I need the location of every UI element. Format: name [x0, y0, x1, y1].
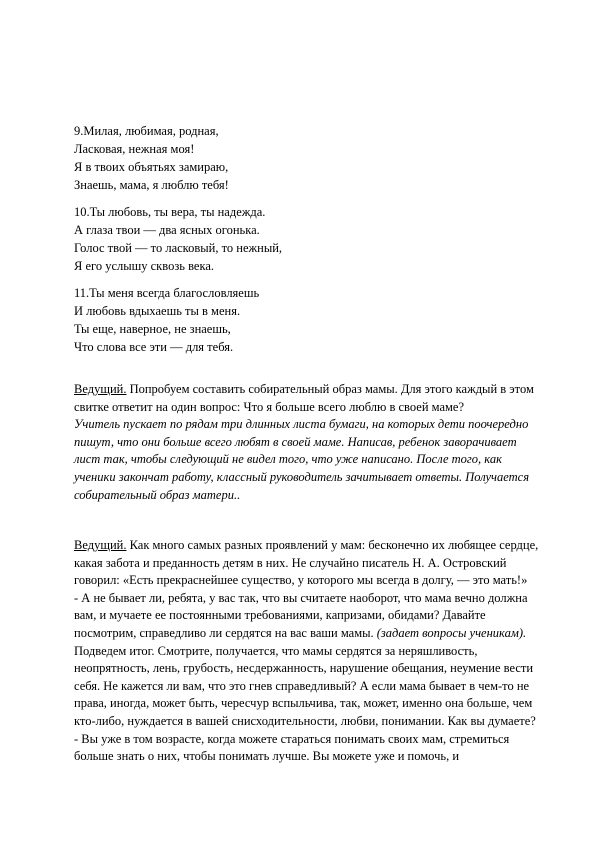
- paragraph-text: - Вы уже в том возрасте, когда можете стараться понимать своих мам, стремиться больше знать о них, чтобы понимать лучше. Вы можете уже и помочь, и: [74, 731, 510, 764]
- poem-line: 11.Ты меня всегда благословляешь: [74, 286, 260, 300]
- stage-direction: (задает вопросы ученикам).: [376, 625, 527, 640]
- poem-stanza-9: [74, 122, 229, 194]
- host-speech: Попробуем составить собирательный образ мамы. Для этого каждый в этом свитке ответит на один вопрос: Что я больше всего люблю в своей маме?: [74, 382, 534, 414]
- poem-line: 9.Милая, любимая, родная,: [74, 124, 219, 138]
- host-speech: Подведем итог. Смотрите, получается, что мамы сердятся за неряшливость, неопрятность, лень, грубость, несдержанность, нарушение обещания, неумение вести себя. Не кажется ли вам, что это гнев справедливый? А если мама бывает в чем-то не права, иногда, может быть, чересчур вспыльчива, так, может, именно она больше, чем кто-либо, нуждается в вашей снисходительности, любви, понимании. Как вы думаете?: [74, 643, 536, 728]
- host-paragraph-1: [74, 381, 544, 504]
- host-label: Ведущий.: [74, 382, 127, 396]
- poem-line: Я в твоих объятьях замираю,: [74, 160, 229, 174]
- poem-line: А глаза твои — два ясных огонька.: [74, 223, 260, 237]
- poem-line: Что слова все эти — для тебя.: [74, 340, 234, 354]
- host-speech: Как много самых разных проявлений у мам: бесконечно их любящее сердце, какая забота и преданность детям в них. Не случайно писатель Н. А. Островский говорил: «Есть прекраснейшее существо, у которого мы всегда в долгу, — это мать!»: [74, 538, 539, 588]
- host-paragraph-2: [74, 537, 544, 766]
- stage-direction: Учитель пускает по рядам три длинных листа бумаги, на которых дети поочередно пишут, что они больше всего любят в своей маме. Написав, ребенок заворачивает лист так, чтобы следующий не видел того, что уже написано. После того, как ученики закончат работу, классный руководитель зачитывает ответы. Получается собирательный образ матери..: [74, 417, 530, 502]
- host-speech: - А не бывает ли, ребята, у вас так, что вы считаете наоборот, что мама вечно должна вам, и мучаете ее постоянными требованиями, капризами, обидами? Давайте посмотрим, справедливо ли сердятся на вас ваши мамы.: [74, 590, 528, 640]
- poem-line: И любовь вдыхаешь ты в меня.: [74, 304, 241, 318]
- poem-line: Голос твой — то ласковый, то нежный,: [74, 241, 283, 255]
- poem-line: Я его услышу сквозь века.: [74, 259, 215, 273]
- poem-stanza-10: [74, 203, 282, 275]
- poem-line: Ты еще, наверное, не знаешь,: [74, 322, 231, 336]
- poem-line: Ласковая, нежная моя!: [74, 142, 195, 156]
- poem-line: Знаешь, мама, я люблю тебя!: [74, 178, 229, 192]
- poem-stanza-11: [74, 284, 259, 356]
- host-label: Ведущий.: [74, 538, 127, 552]
- paragraph-text: [74, 381, 544, 416]
- paragraph-text: [74, 590, 544, 731]
- poem-line: 10.Ты любовь, ты вера, ты надежда.: [74, 205, 266, 219]
- paragraph-text: [74, 537, 544, 590]
